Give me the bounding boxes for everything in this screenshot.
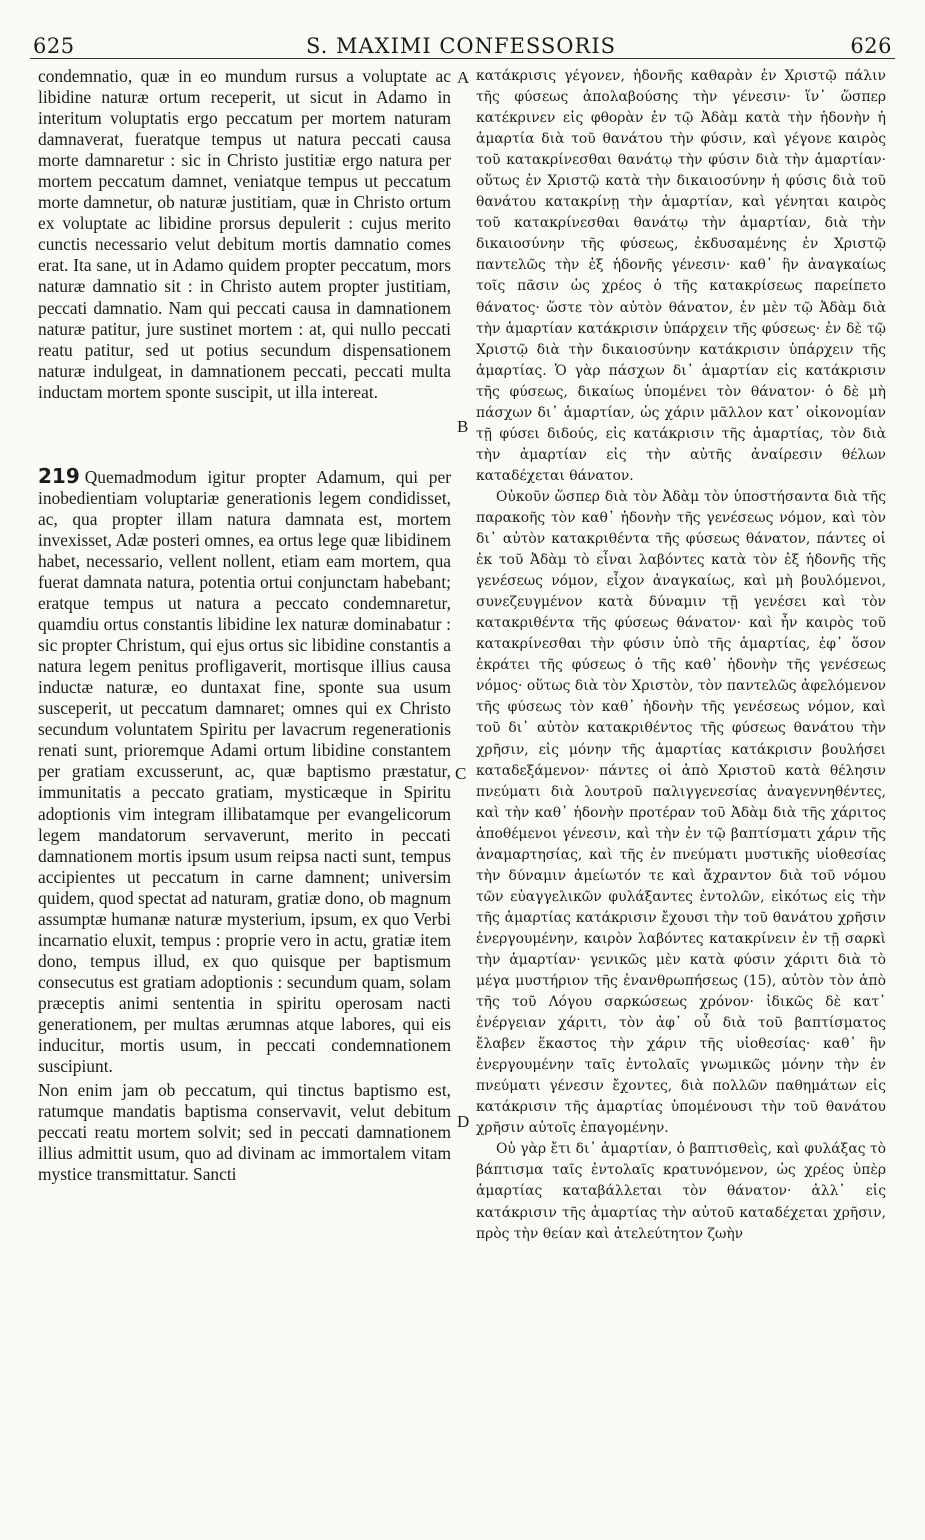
running-title: S. MAXIMI CONFESSORIS xyxy=(305,34,617,58)
section-gap xyxy=(38,403,451,466)
section-number: 219 xyxy=(38,463,80,488)
greek-column xyxy=(476,66,886,1245)
latin-paragraph-1: condemnatio, quæ in eo mundum rursus a voluptate ac libidine naturæ ortum receperit, ut sicut in Adamo in interitum voluptatis ergo peccatum per mortem naturam damnaverat, fueratque tempus ut natura peccati causa morte damnaretur : sic in Christo justitiæ ergo natura per mortem peccatum damnet, veniatque tempus ut peccatum morte damnetur, ob naturæ justitiam, quæ in Christo ortum ex voluptate ac libidine prorsus depulerit : cujus merito cunctis necessario velut debitum mortis damnatio comes erat. Ita sane, ut in Adamo quidem propter peccatum, mors naturæ damnatio sit : in Christo autem propter justitiam, peccati damnatio. Nam qui peccati causa in damnationem naturæ patitur, jure sustinet mortem : at, qui nullo peccati reatu patitur, sed ut potius secundum dispensationem naturæ indulgeat, in damnationem peccati, peccati multa inductam mortem sponte suscipit, ut illa intereat. xyxy=(38,66,451,402)
margin-letter-a: A xyxy=(457,68,470,87)
page-number-left: 625 xyxy=(33,34,75,58)
bottom-margin xyxy=(0,1508,925,1540)
latin-paragraph-3: Non enim jam ob peccatum, qui tinctus baptismo est, ratumque mandatis baptisma conservavit, velut debitum peccati reatu mortem solvit; sed in peccati damnationem illius admittit usum, quo ad divinam ac immortalem vitam mystice transmittatur. Sancti xyxy=(38,1080,451,1185)
margin-letter-c: C xyxy=(455,764,467,783)
page-number-right: 626 xyxy=(850,34,892,58)
latin-column xyxy=(38,66,451,1185)
margin-letter-b: B xyxy=(457,417,469,436)
greek-paragraph-2: Οὐκοῦν ὥσπερ διὰ τὸν Ἀδὰμ τὸν ὑποστήσαντα διὰ τῆς παρακοῆς τὸν καθ᾽ ἡδονὴν τῆς γενέσεως νόμον, καὶ τὸν δι᾽ αὐτὸν κατακριθέντα τῆς φύσεως θάνατον, πάντες οἱ ἐκ τοῦ Ἀδὰμ τὸ εἶναι λαβόντες κατὰ τὸν ἐξ ἡδονῆς τῆς γενέσεως νόμον, εἶχον ἀναγκαίως, καὶ μὴ βουλόμενοι, συνεζευγμένον κατὰ δύναμιν τῇ γενέσει καὶ τὸν κατακριθέντα τῆς φύσεως θάνατον· καὶ ἦν καιρὸς τοῦ κατακρίνεσθαι τὴν φύσιν ὑπὸ τῆς ἁμαρτίας, ἐφ᾽ ὅσον ἐκράτει τῆς φύσεως ὁ τῆς καθ᾽ ἡδονὴν τῆς γενέσεως νόμος· οὕτως διὰ τὸν Χριστὸν, τὸν παντελῶς ἀφελόμενον τῆς φύσεως τὸν καθ᾽ ἡδονὴν τῆς γενέσεως νόμον, καὶ τοῦ δι᾽ αὐτὸν κατακριθέντος τῆς φύσεως θανάτου τὴν χρῆσιν, εἰς μόνην τῆς ἁμαρτίας κατάκρισιν βουλήσει καταδεξάμενον· πάντες οἱ ἀπὸ Χριστοῦ κατὰ θέλησιν πνεύματι διὰ λουτροῦ παλιγγενεσίας ἀναγεννηθέντες, καὶ τὴν καθ᾽ ἡδονὴν προτέραν τοῦ Ἀδὰμ διὰ τῆς χάριτος ἀποθέμενοι γένεσιν, καὶ τὴν ἐν τῷ βαπτίσματι χάριν τῆς ἀναμαρτησίας, καὶ τῆς ἐν πνεύματι μυστικῆς υἱοθεσίας τὴν δύναμιν ἀμείωτόν τε καὶ ἄχραντον διὰ τοῦ νόμου τῶν εὐαγγελικῶν φυλάξαντες ἐντολῶν, εἰκότως εἰς τὴν τῆς ἁμαρτίας κατάκρισιν ἔχουσι τὴν τοῦ θανάτου χρῆσιν ἐνεργουμένην, καιρὸν λαβόντες κατακρίνειν ἐν τῇ σαρκὶ τὴν ἁμαρτίαν· γενικῶς μὲν κατὰ φύσιν χάριτι διὰ τὸ μέγα μυστήριον τῆς ἐνανθρωπήσεως (15), αὐτὸν τὸν ἀπὸ τῆς τοῦ Λόγου σαρκώσεως χρόνον· ἰδικῶς δὲ κατ᾽ ἐνέργειαν χάριτι, τὸν ἀφ᾽ οὗ διὰ τοῦ βαπτίσματος ἔλαβεν ἕκαστος τὴν χάριν τῆς υἱοθεσίας· καθ᾽ ἣν ἐνεργουμένην ταῖς ἐντολαῖς γνωμικῶς μόνην τὴν ἐν πνεύματι γένεσιν ἔχοντες, διὰ πολλῶν παθημάτων εἰς κατάκρισιν τῆς ἁμαρτίας ὑπομένουσι τὴν τοῦ θανάτου χρῆσιν αὐτοῖς ἐπαγομένην. xyxy=(476,488,886,1137)
header-rule xyxy=(30,58,895,59)
latin-paragraph-2-text: Quemadmodum igitur propter Adamum, qui per inobedientiam voluptariæ generationis legem condidisset, ac, qua propter illam natura damnata est, mortem invexisset, Adæ posteri omnes, ea ortus lege quæ libidinem habet, necessario, vellent nollent, etiam eam mortem, qua fuerat damnata natura, potentia ortui conjunctam habebant; eratque tempus ut natura a peccato condemnaretur, quamdiu ortus constantis libidine lex naturæ dominabatur : sic propter Christum, qui ejus ortus sic libidine constantis a natura legem penitus profligaverit, mortisque illius causa inductæ naturæ, eo duntaxat fine, sponte sua usum susceperit, ut peccatum damnaret; omnes qui ex Christo secundum voluntatem Spiritu per lavacrum regenerationis renati sunt, prioremque Adami ortum libidine constantem per gratiam excusserunt, ac, quæ baptismo præstatur, immunitatis a peccato gratiam, mysticæque in Spiritu adoptionis vim integram illibatamque per evangelicorum legem mandatorum servaverunt, merito in peccati damnationem mortis ipsum usum reipsa nacti sunt, tempus accipientes ut peccatum in carne damnent; universim quidem, quod spectat ad naturam, gratiæ dono, ob magnum assumptæ humanæ naturæ mysterium, ipsum, ex quo Verbi incarnatio eluxit, tempus : proprie vero in actu, gratiæ item dono, tempus illud, ex quo quisque per baptismum consecutus est gratiam adoptionis : secundum quam, solam præceptis animi sententia in spiritu operosam nacti generationem, per multas ærumnas atque labores, qui eis inducitur, mortis usum, in peccati condemnationem suscipiunt. xyxy=(38,466,451,1077)
margin-letter-d: D xyxy=(457,1112,470,1131)
greek-paragraph-3: Οὐ γὰρ ἔτι δι᾽ ἁμαρτίαν, ὁ βαπτισθεὶς, καὶ φυλάξας τὸ βάπτισμα ταῖς ἐντολαῖς κρατυνόμενον, ὡς χρέος ὑπὲρ ἁμαρτίας καταβάλλεται τὸν θάνατον· ἀλλ᾽ εἰς κατάκρισιν τῆς ἁμαρτίας τὴν αὐτοῦ καταδέχεται χρῆσιν, πρὸς τὴν θείαν καὶ ἀτελεύτητον ζωὴν xyxy=(476,1141,886,1242)
latin-paragraph-2 xyxy=(38,463,451,1077)
greek-paragraph-1: κατάκρισις γέγονεν, ἡδονῆς καθαρὰν ἐν Χριστῷ πάλιν τῆς φύσεως ἀπολαβούσης τὴν γένεσιν· ἵν᾽ ὥσπερ κατέκρινεν εἰς φθορὰν ἐν τῷ Ἀδὰμ κατὰ τὴν ἡδονὴν ἡ ἁμαρτία διὰ τοῦ θανάτου τὴν φύσιν, καὶ γέγονε καιρὸς τοῦ κατακρίνεσθαι θανάτῳ τὴν φύσιν διὰ τὴν ἁμαρτίαν· οὕτως ἐν Χριστῷ κατὰ τὴν δικαιοσύνην ἡ φύσις διὰ τοῦ θανάτου κατακρίνῃ τὴν ἁμαρτίαν, καὶ γένηται καιρὸς τοῦ κατακρίνεσθαι θανάτῳ τὴν ἁμαρτίαν, διὰ τὴν δικαιοσύνην τῆς φύσεως, ἐκδυσαμένης ἐν Χριστῷ παντελῶς τὴν ἐξ ἡδονῆς γένεσιν· καθ᾽ ἣν ἀναγκαίως τοῖς πᾶσιν ὡς χρέος ὁ τῆς κατακρίσεως παρείπετο θάνατος· ὥστε τὸν αὐτὸν θάνατον, ἐν μὲν τῷ Ἀδὰμ διὰ τὴν ἁμαρτίαν κατάκρισιν ὑπάρχειν τῆς φύσεως· ἐν δὲ τῷ Χριστῷ διὰ τὴν δικαιοσύνην κατάκρισιν ὑπάρχειν τῆς ἁμαρτίας. Ὁ γὰρ πάσχων δι᾽ ἁμαρτίαν εἰς κατάκρισιν τῆς φύσεως, δικαίως ὑπομένει τὸν θάνατον· ὁ δὲ μὴ πάσχων δι᾽ ἁμαρτίαν, ὡς χάριν μᾶλλον κατ᾽ οἰκονομίαν τῇ φύσει διδούς, εἰς κατάκρισιν τῆς ἁμαρτίας, τὸν διὰ τὴν ἁμαρτίαν εἰς τὴν αὐτῆς ἀναίρεσιν θέλων καταδέχεται θάνατον. xyxy=(476,68,886,484)
